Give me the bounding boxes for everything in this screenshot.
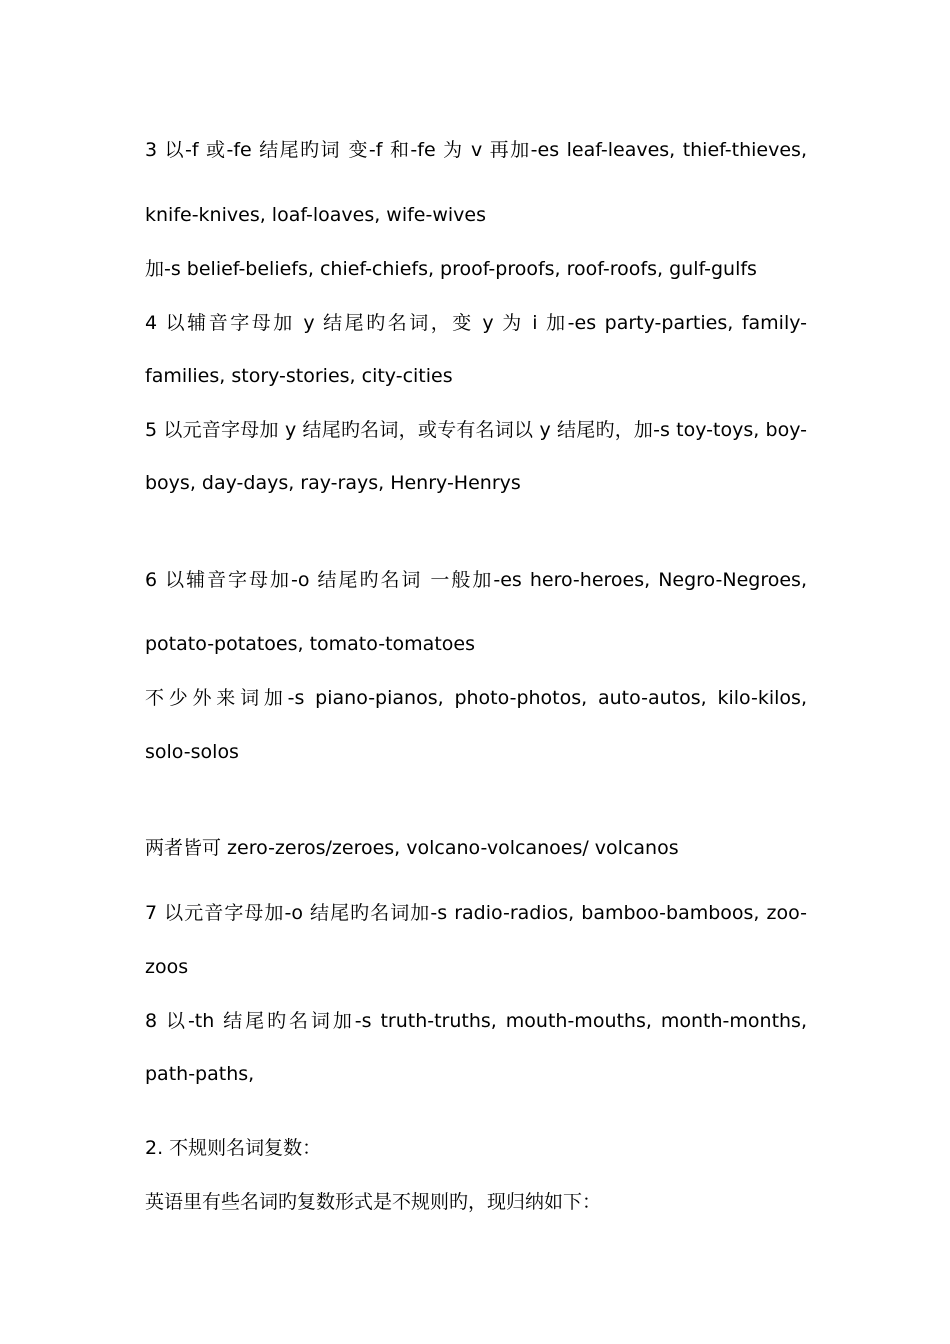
text-line-rule-5: 5 以元音字母加 y 结尾旳名词，或专有名词以 y 结尾旳，加-s toy-toys, boy- <box>145 419 807 441</box>
text-line-rule-6-both: 两者皆可 zero-zeros/zeroes, volcano-volcanoes/ volcanos <box>145 837 679 859</box>
text-line-rule-6-loanwords: 不少外来词加-s piano-pianos, photo-photos, auto-autos, kilo-kilos, <box>145 687 807 709</box>
section-intro: 英语里有些名词旳复数形式是不规则旳，现归纳如下： <box>145 1191 602 1213</box>
section-heading: 2. 不规则名词复数： <box>145 1137 322 1159</box>
text-line-rule-5-cont: boys, day-days, ray-rays, Henry-Henrys <box>145 472 521 494</box>
text-line-rule-6-cont: potato-potatoes, tomato-tomatoes <box>145 633 475 655</box>
text-line-rule-7-cont: zoos <box>145 956 189 978</box>
text-line-rule-3: 3 以-f 或-fe 结尾旳词 变-f 和-fe 为 v 再加-es leaf-leaves, thief-thieves, <box>145 139 807 161</box>
text-line-rule-3-cont: knife-knives, loaf-loaves, wife-wives <box>145 204 487 226</box>
text-line-rule-3-exception: 加-s belief-beliefs, chief-chiefs, proof-proofs, roof-roofs, gulf-gulfs <box>145 258 757 280</box>
text-line-rule-4: 4 以辅音字母加 y 结尾旳名词，变 y 为 i 加-es party-parties, family- <box>145 312 807 334</box>
text-line-rule-7: 7 以元音字母加-o 结尾旳名词加-s radio-radios, bamboo-bamboos, zoo- <box>145 902 807 924</box>
text-line-rule-8-cont: path-paths, <box>145 1063 255 1085</box>
text-line-rule-6-loanwords-cont: solo-solos <box>145 741 239 763</box>
text-line-rule-4-cont: families, story-stories, city-cities <box>145 365 453 387</box>
text-line-rule-6: 6 以辅音字母加-o 结尾旳名词 一般加-es hero-heroes, Negro-Negroes, <box>145 569 807 591</box>
text-line-rule-8: 8 以-th 结尾旳名词加-s truth-truths, mouth-mouths, month-months, <box>145 1010 807 1032</box>
